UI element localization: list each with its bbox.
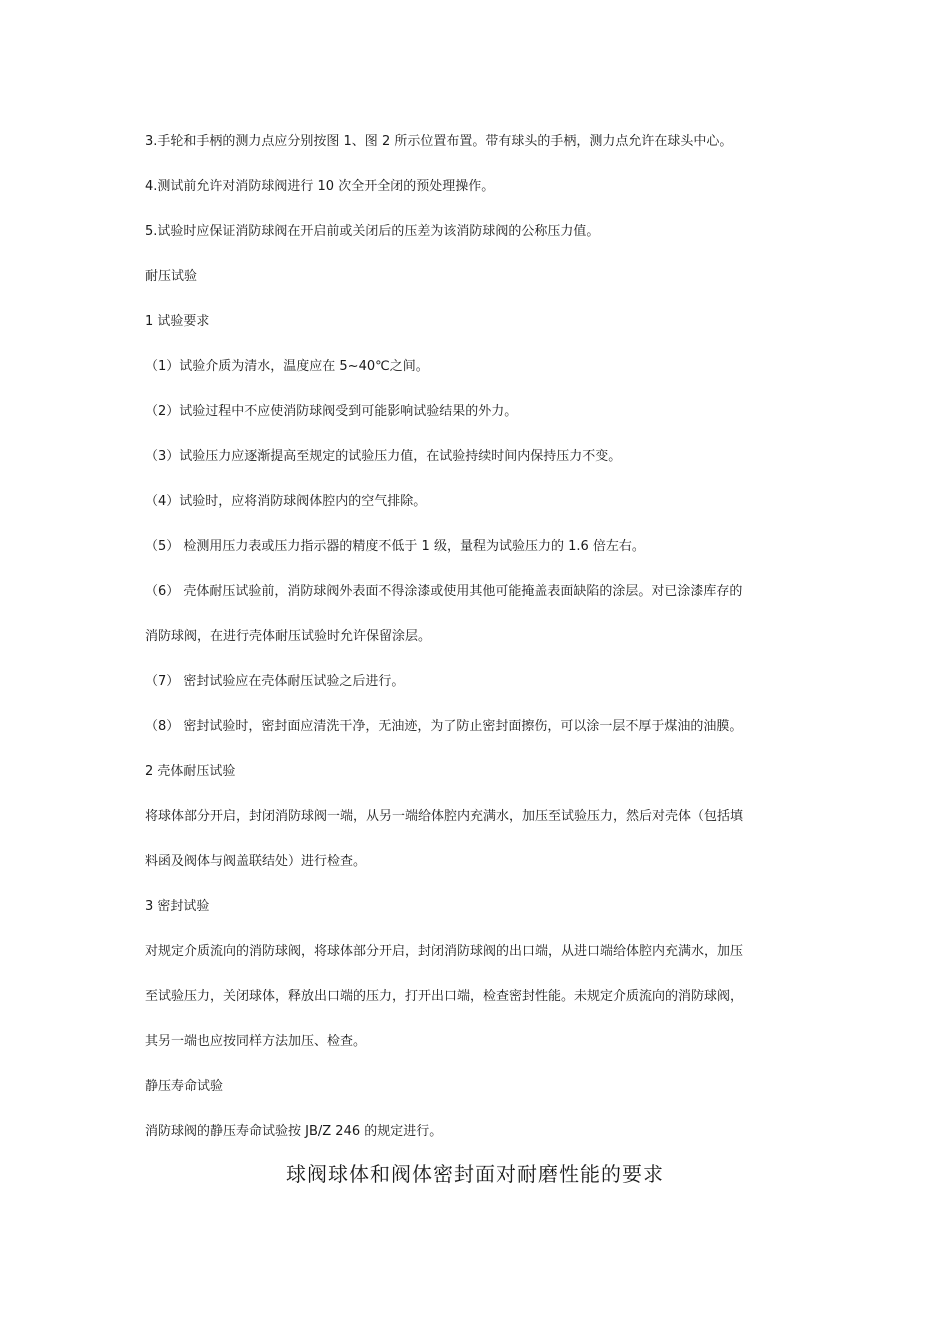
text-line: 对规定介质流向的消防球阀，将球体部分开启，封闭消防球阀的出口端，从进口端给体腔内充满水，加压: [145, 944, 744, 959]
text-line: （5） 检测用压力表或压力指示器的精度不低于 1 级，量程为试验压力的 1.6 倍左右。: [145, 539, 645, 554]
text-line: （8） 密封试验时，密封面应清洗干净，无油迹，为了防止密封面擦伤，可以涂一层不厚于煤油的油膜。: [145, 719, 743, 734]
section-title: 球阀球体和阀体密封面对耐磨性能的要求: [286, 1162, 664, 1186]
text-line: 5.试验时应保证消防球阀在开启前或关闭后的压差为该消防球阀的公称压力值。: [145, 224, 600, 239]
text-line: 消防球阀的静压寿命试验按 JB/Z 246 的规定进行。: [145, 1124, 443, 1139]
subsection-heading: 3 密封试验: [145, 899, 210, 914]
text-line: 消防球阀，在进行壳体耐压试验时允许保留涂层。: [145, 629, 432, 644]
text-line: （1）试验介质为清水，温度应在 5~40℃之间。: [145, 359, 429, 374]
text-line: 其另一端也应按同样方法加压、检查。: [145, 1034, 367, 1049]
subsection-heading: 2 壳体耐压试验: [145, 764, 236, 779]
text-line: 料函及阀体与阀盖联结处）进行检查。: [145, 854, 367, 869]
text-line: 至试验压力，关闭球体，释放出口端的压力，打开出口端，检查密封性能。未规定介质流向的消防球阀，: [145, 989, 744, 1004]
text-line: （4）试验时，应将消防球阀体腔内的空气排除。: [145, 494, 427, 509]
subsection-heading: 1 试验要求: [145, 314, 210, 329]
section-heading: 静压寿命试验: [145, 1079, 224, 1094]
text-line: 3.手轮和手柄的测力点应分别按图 1、图 2 所示位置布置。带有球头的手柄，测力点允许在球头中心。: [145, 134, 733, 149]
text-line: （2）试验过程中不应使消防球阀受到可能影响试验结果的外力。: [145, 404, 518, 419]
text-line: 4.测试前允许对消防球阀进行 10 次全开全闭的预处理操作。: [145, 179, 495, 194]
text-line: （3）试验压力应逐渐提高至规定的试验压力值，在试验持续时间内保持压力不变。: [145, 449, 622, 464]
text-line: （7） 密封试验应在壳体耐压试验之后进行。: [145, 674, 405, 689]
text-line: 将球体部分开启，封闭消防球阀一端，从另一端给体腔内充满水，加压至试验压力，然后对壳体（包括填: [145, 809, 744, 824]
section-heading: 耐压试验: [145, 269, 198, 284]
text-line: （6） 壳体耐压试验前，消防球阀外表面不得涂漆或使用其他可能掩盖表面缺陷的涂层。对已涂漆库存的: [145, 584, 743, 599]
